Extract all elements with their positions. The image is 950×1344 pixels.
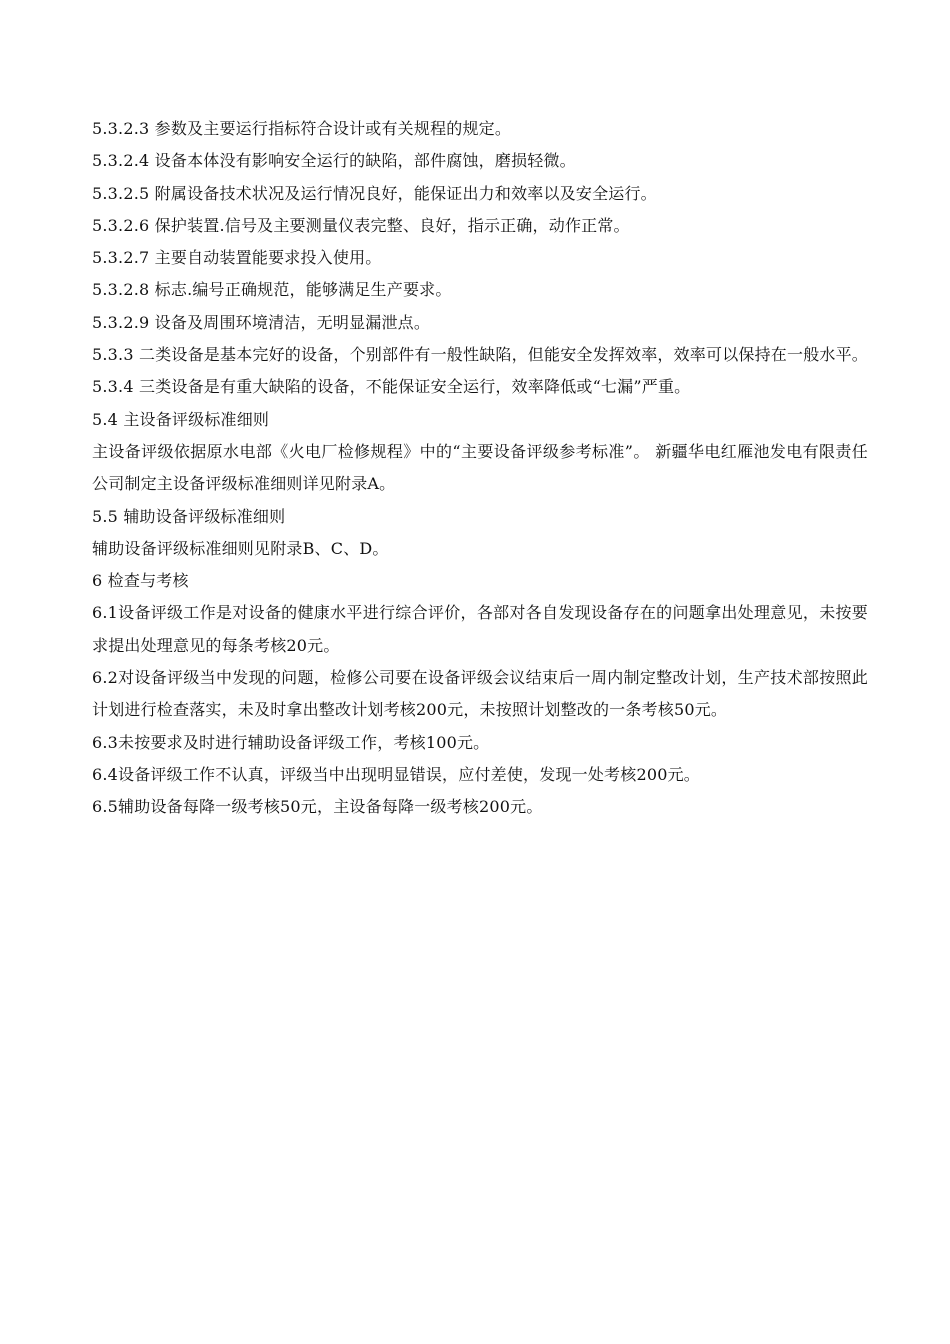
paragraph-5-3-2-3: 5.3.2.3 参数及主要运行指标符合设计或有关规程的规定。 [92, 119, 512, 138]
paragraph-6-2: 6.2对设备评级当中发现的问题，检修公司要在设备评级会议结束后一周内制定整改计划，生产技术部按照此计划进行检查落实，未及时拿出整改计划考核200元，未按照计划整改的一条考核50元。 [92, 668, 868, 720]
paragraph-5-3-2-5: 5.3.2.5 附属设备技术状况及运行情况良好，能保证出力和效率以及安全运行。 [92, 183, 657, 203]
paragraph-6-1: 6.1设备评级工作是对设备的健康水平进行综合评价，各部对各自发现设备存在的问题拿出处理意见，未按要求提出处理意见的每条考核20元。 [92, 603, 868, 655]
document-body [92, 113, 868, 824]
paragraph-6-4: 6.4设备评级工作不认真，评级当中出现明显错误，应付差使，发现一处考核200元。 [92, 764, 700, 784]
paragraph-5-3-3: 5.3.3 二类设备是基本完好的设备，个别部件有一般性缺陷，但能安全发挥效率，效率可以保持在一般水平。 [92, 345, 868, 365]
paragraph-5-3-2-7: 5.3.2.7 主要自动装置能要求投入使用。 [92, 248, 382, 268]
paragraph-5-3-2-9: 5.3.2.9 设备及周围环境清洁，无明显漏泄点。 [92, 312, 431, 332]
paragraph-5-3-2-8: 5.3.2.8 标志.编号正确规范，能够满足生产要求。 [92, 280, 452, 300]
heading-6: 6 检查与考核 [92, 571, 189, 591]
paragraph-6-3: 6.3未按要求及时进行辅助设备评级工作，考核100元。 [92, 732, 490, 752]
paragraph-main-equipment-standard: 主设备评级依据原水电部《火电厂检修规程》中的“主要设备评级参考标准”。 新疆华电红雁池发电有限责任公司制定主设备评级标准细则详见附录A。 [92, 441, 868, 494]
paragraph-5-3-2-4: 5.3.2.4 设备本体没有影响安全运行的缺陷，部件腐蚀，磨损轻微。 [92, 151, 576, 171]
heading-5-5: 5.5 辅助设备评级标准细则 [92, 506, 286, 526]
paragraph-auxiliary-equipment-standard: 辅助设备评级标准细则见附录B、C、D。 [92, 538, 389, 558]
heading-5-4: 5.4 主设备评级标准细则 [92, 409, 270, 429]
paragraph-5-3-4: 5.3.4 三类设备是有重大缺陷的设备，不能保证安全运行，效率降低或“七漏”严重。 [92, 377, 691, 397]
paragraph-5-3-2-6: 5.3.2.6 保护装置.信号及主要测量仪表完整、良好，指示正确，动作正常。 [92, 215, 630, 235]
paragraph-6-5: 6.5辅助设备每降一级考核50元，主设备每降一级考核200元。 [92, 797, 543, 817]
